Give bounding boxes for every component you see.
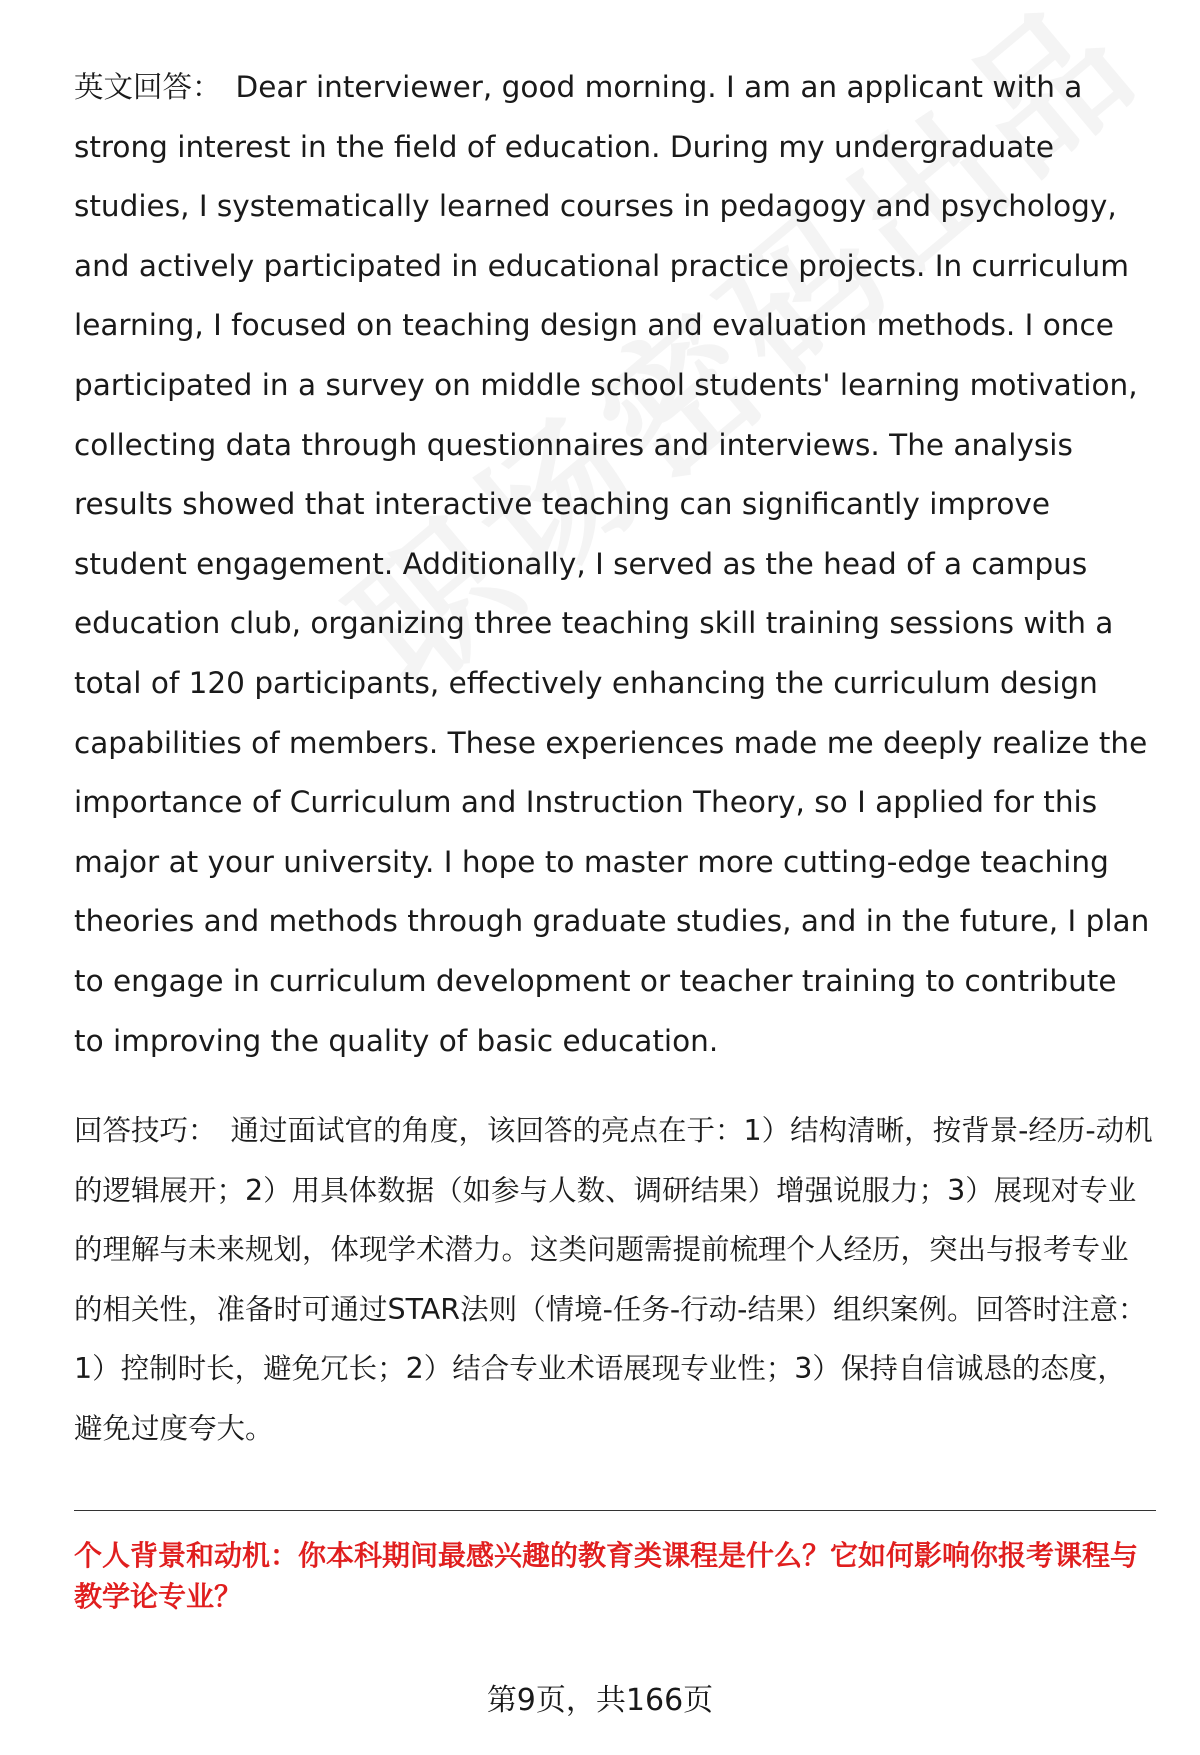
section-divider	[74, 1510, 1156, 1511]
next-question-heading: 个人背景和动机：你本科期间最感兴趣的教育类课程是什么？它如何影响你报考课程与教学论专业？	[74, 1539, 1139, 1613]
answer-tips-text: 通过面试官的角度，该回答的亮点在于：1）结构清晰，按背景-经历-动机的逻辑展开；2）用具体数据（如参与人数、调研结果）增强说服力；3）展现对专业的理解与未来规划，体现学术潜力。这类问题需提前梳理个人经历，突出与报考专业的相关性，准备时可通过STAR法则（情境-任务-行动-结果）组织案例。回答时注意：1）控制时长，避免冗长；2）结合专业术语展现专业性；3）保持自信诚恳的态度，避免过度夸大。	[74, 1114, 1153, 1445]
answer-tips-label: 回答技巧：	[74, 1114, 217, 1148]
english-answer-label: 英文回答：	[74, 70, 222, 104]
page-content	[74, 58, 1154, 1458]
page-number-footer: 第9页，共166页	[486, 1683, 714, 1718]
answer-tips-paragraph	[74, 1101, 1154, 1458]
english-answer-paragraph	[74, 58, 1154, 1071]
english-answer-text: Dear interviewer, good morning. I am an applicant with a strong interest in the field of education. During my undergraduate studies, I systematically learned courses in pedagogy and psychology, and actively participated in educational practice projects. In curriculum learning, I focused on teaching design and evaluation methods. I once participated in a survey on middle school students' learning motivation, collecting data through questionnaires and interviews. The analysis results showed that interactive teaching can significantly improve student engagement. Additionally, I served as the head of a campus education club, organizing three teaching skill training sessions with a total of 120 participants, effectively enhancing the curriculum design capabilities of members. These experiences made me deeply realize the importance of Curriculum and Instruction Theory, so I applied for this major at your university. I hope to master more cutting-edge teaching theories and methods through graduate studies, and in the future, I plan to engage in curriculum development or teacher training to contribute to improving the quality of basic education.	[74, 70, 1150, 1058]
